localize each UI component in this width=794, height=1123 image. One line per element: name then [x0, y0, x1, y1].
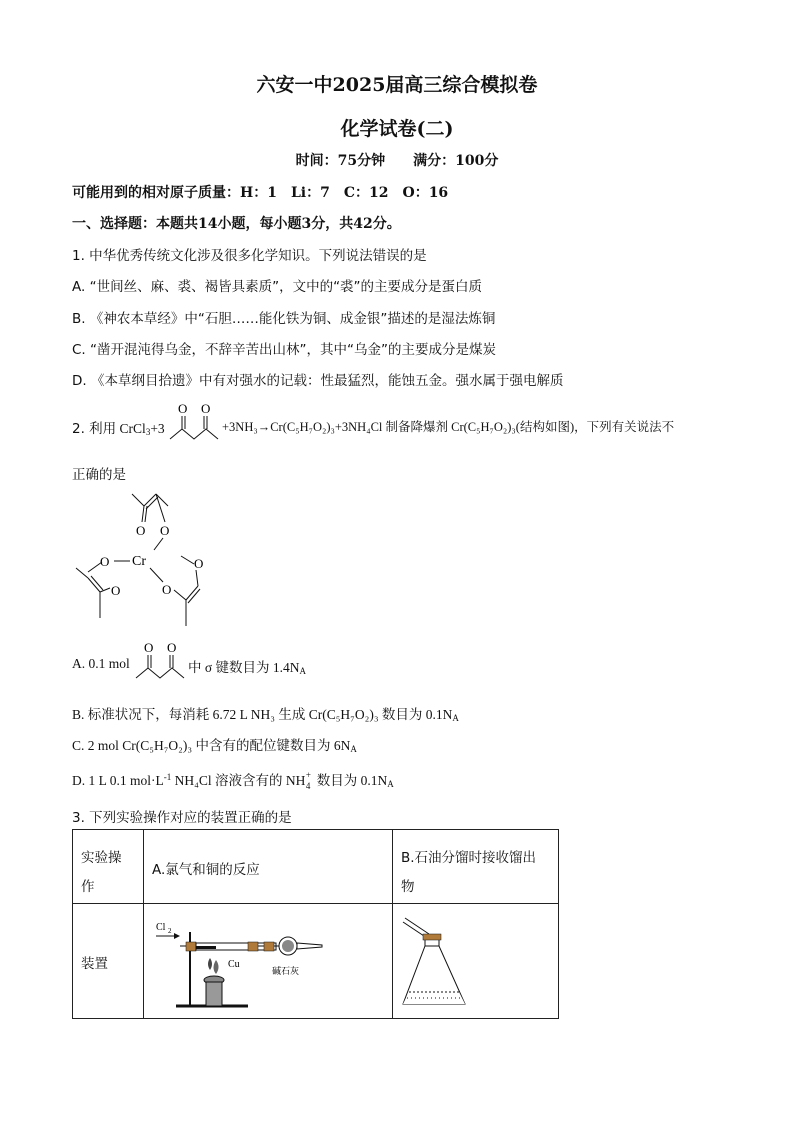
atom-o-label: O [100, 554, 110, 569]
q2-stem: +3NH₃→Cr(C₅H₇O₂)₃+3NH₄Cl 制备降爆剂 Cr(C₅H₇O₂)₃(结构如图)，下列有关说法不 [222, 420, 675, 434]
exam-subtitle: 化学试卷(二) [340, 118, 454, 140]
q1-option-c: C. “凿开混沌得乌金，不辞辛苦出山林”，其中“乌金”的主要成分是煤炭 [72, 342, 496, 358]
q1-option-d: D. 《本草纲目拾遗》中有对强水的记载：性最猛烈，能蚀五金。强水属于强电解质 [72, 373, 564, 389]
atom-o-label: O [194, 556, 204, 571]
exam-title: 六安一中2025届高三综合模拟卷 [256, 74, 538, 96]
q2-option-c: C. 2 mol Cr(C₅H₇O₂)₃ 中含有的配位键数目为 $6N_A$ [72, 738, 357, 754]
q2-option-a: 中 σ 键数目为 $1.4N_A$ [188, 660, 307, 676]
cr-acac-structure-diagram [66, 488, 216, 630]
exam-meta: 时间：75分钟 满分：100分 [295, 153, 499, 169]
svg-text:碱石灰: 碱石灰 [272, 966, 300, 976]
atom-cr-label: Cr [132, 554, 146, 569]
carbonyl-o-label: O [201, 401, 211, 416]
q1-option-a: A. “世间丝、麻、裘、褐皆具素质”，文中的“裘”的主要成分是蛋白质 [72, 279, 483, 295]
q2-option-d: D. 1 L 0.1 $mol\cdot L^{-1}$ NH₄Cl 溶液含有的 NH + 4 数目为 $0.1N_A$ [72, 770, 394, 791]
carbonyl-o-label: O [144, 640, 154, 655]
ammonium-ion: NH + 4 [285, 770, 311, 791]
erlenmeyer-receiving-flask-diagram [401, 908, 551, 1018]
table-cell-option-a: A.氯气和铜的反应 [144, 830, 393, 904]
chlorine-copper-apparatus-diagram [152, 908, 352, 1018]
atom-o-label: O [162, 582, 172, 597]
atomic-masses: 可能用到的相对原子质量：H：1 Li：7 C：12 O：16 [72, 185, 449, 201]
atom-o-label: O [111, 583, 121, 598]
table-row-header-operation: 实验操 作 [73, 830, 144, 904]
q2-stem-prefix: 2. 利用 CrCl$_3$+3 [72, 421, 165, 437]
atom-o-label: O [136, 523, 146, 538]
svg-text:Cl: Cl [156, 922, 166, 933]
q1-stem: 1. 中华优秀传统文化涉及很多化学知识。下列说法错误的是 [72, 248, 427, 264]
q2-option-b: B. 标准状况下，每消耗 6.72 L NH₃ 生成 Cr(C₅H₇O₂)₃ 数目为 $0.1N_A$ [72, 707, 459, 723]
carbonyl-o-label: O [178, 401, 188, 416]
acetylacetone-structure-icon [132, 638, 188, 684]
q2-stem-end: 正确的是 [72, 467, 126, 483]
carbonyl-o-label: O [167, 640, 177, 655]
table-cell-option-b: B.石油分馏时接收馏出 物 [393, 830, 559, 904]
table-cell-apparatus-b [393, 904, 559, 1019]
table-cell-apparatus-a [144, 904, 393, 1019]
svg-text:Cu: Cu [228, 959, 240, 970]
q3-stem: 3. 下列实验操作对应的装置正确的是 [72, 810, 292, 826]
acetylacetone-structure-icon [166, 399, 222, 445]
section-heading: 一、选择题：本题共14小题，每小题3分，共42分。 [72, 216, 401, 232]
q2-option-a-prefix: A. 0.1 mol [72, 656, 130, 671]
atom-o-label: O [160, 523, 170, 538]
q3-table [72, 829, 559, 1019]
table-row-header-apparatus: 装置 [73, 904, 144, 1019]
q1-option-b: B. 《神农本草经》中“石胆……能化铁为铜、成金银”描述的是湿法炼铜 [72, 311, 496, 327]
svg-text:2: 2 [168, 927, 172, 935]
